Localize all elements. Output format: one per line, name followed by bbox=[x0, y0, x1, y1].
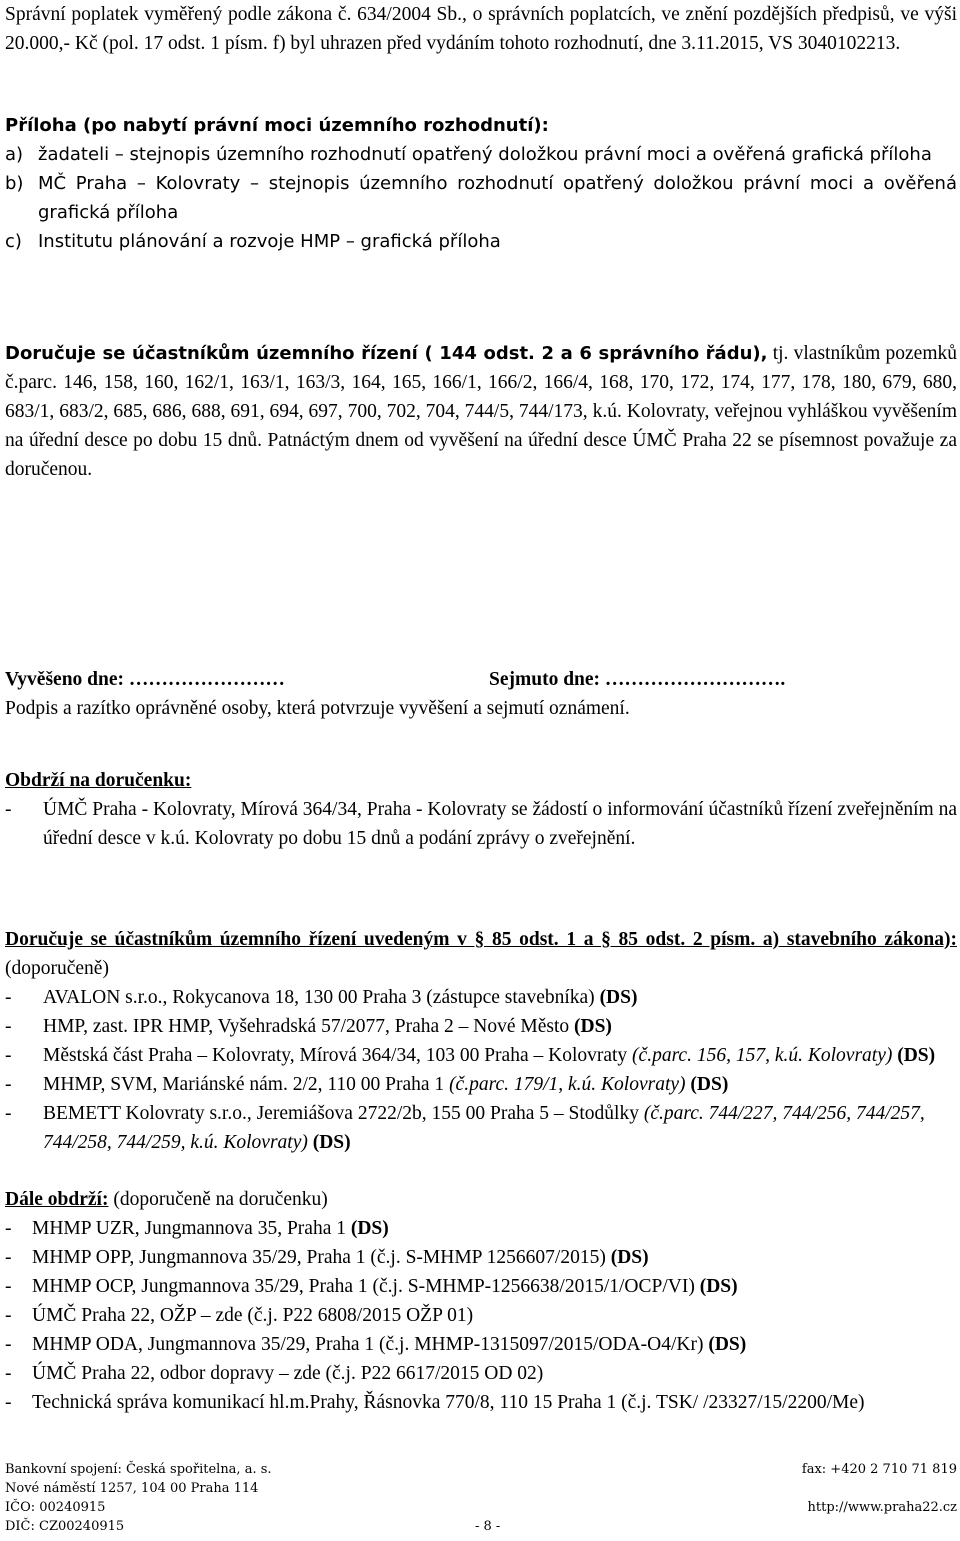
also-receive-heading-row bbox=[5, 1185, 957, 1214]
list-item: - ÚMČ Praha 22, OŽP – zde (č.j. P22 6808/2015 OŽP 01) bbox=[5, 1305, 474, 1326]
receipt-list bbox=[5, 795, 957, 853]
ds-tag: (DS) bbox=[312, 1132, 351, 1153]
also-receive-heading: Dále obdrží: bbox=[5, 1189, 109, 1210]
ds-tag: (DS) bbox=[699, 1276, 738, 1297]
ds-tag: (DS) bbox=[690, 1074, 729, 1095]
ds-tag: (DS) bbox=[350, 1218, 389, 1239]
posting-row bbox=[5, 665, 957, 694]
attachment-item-text: Institutu plánování a rozvoje HMP – grafická příloha bbox=[38, 231, 501, 252]
page-number: - 8 - bbox=[475, 1519, 501, 1534]
also-receive-heading-note: (doporučeně na doručenku) bbox=[108, 1189, 328, 1210]
list-item: - AVALON s.r.o., Rokycanova 18, 130 00 Praha 3 (zástupce stavebníka) (DS) bbox=[5, 987, 638, 1008]
list-item: - MHMP UZR, Jungmannova 35, Praha 1 (DS) bbox=[5, 1218, 389, 1239]
also-receive-section bbox=[5, 1185, 957, 1417]
parties-list bbox=[5, 983, 957, 1157]
parties-section bbox=[5, 925, 957, 1157]
receipt-item-text: ÚMČ Praha - Kolovraty, Mírová 364/34, Praha - Kolovraty se žádostí o informování účastníků řízení zveřejněním na úřední desce v k.ú. Kolovraty po dobu 15 dnů a podání zprávy o zveřejnění. bbox=[43, 799, 957, 849]
parties-heading-row bbox=[5, 925, 957, 983]
public-delivery-text: tj. vlastníkům pozemků č.parc. 146, 158, 160, 162/1, 163/1, 163/3, 164, 165, 166/1, 166/2, 166/4, 168, 170, 172, 174, 177, 178, 180, 679, 680, 683/1, 683/2, 685, 686, 688, 691, 694, 697, 700, 702, 704, 744/5, 744/173, k.ú. Kolovraty, veřejnou vyhláškou vyvěšením na úřední desce po dobu 15 dnů. Patnáctým dnem od vyvěšení na úřední desce ÚMČ Praha 22 se písemnost považuje za doručenou. bbox=[5, 343, 957, 480]
footer-bank: Bankovní spojení: Česká spořitelna, a. s. bbox=[5, 1462, 272, 1477]
footer-dic: DIČ: CZ00240915 bbox=[5, 1519, 125, 1534]
attachment-section bbox=[5, 111, 957, 256]
public-delivery-block bbox=[5, 339, 957, 484]
attachment-item-a bbox=[5, 140, 957, 169]
list-item: - Technická správa komunikací hl.m.Prahy, Řásnovka 770/8, 110 15 Praha 1 (č.j. TSK/ /23327/15/2200/Me) bbox=[5, 1392, 865, 1413]
parties-heading-note: (doporučeně) bbox=[5, 958, 109, 979]
list-item: - MHMP OPP, Jungmannova 35/29, Praha 1 (č.j. S-MHMP 1256607/2015) (DS) bbox=[5, 1247, 649, 1268]
list-item: - ÚMČ Praha - Kolovraty, Mírová 364/34, Praha - Kolovraty se žádostí o informování účastníků řízení zveřejněním na úřední desce v k.ú. Kolovraty po dobu 15 dnů a podání zprávy o zveřejnění. bbox=[5, 799, 957, 849]
list-item: - HMP, zast. IPR HMP, Vyšehradská 57/2077, Praha 2 – Nové Město (DS) bbox=[5, 1016, 612, 1037]
public-delivery-paragraph bbox=[5, 339, 957, 484]
attachment-item-marker: a) bbox=[5, 144, 24, 165]
footer-address: Nové náměstí 1257, 104 00 Praha 114 bbox=[5, 1481, 259, 1496]
removed-label: Sejmuto dne: ………………………. bbox=[489, 669, 786, 690]
footer-web-link[interactable]: http://www.praha22.cz bbox=[807, 1500, 957, 1515]
receipt-heading: Obdrží na doručenku: bbox=[5, 770, 192, 791]
list-item: - MHMP OCP, Jungmannova 35/29, Praha 1 (č.j. S-MHMP-1256638/2015/1/OCP/VI) (DS) bbox=[5, 1276, 738, 1297]
receipt-section bbox=[5, 766, 957, 853]
attachment-item-marker: c) bbox=[5, 231, 22, 252]
fee-paragraph: Správní poplatek vyměřený podle zákona č. 634/2004 Sb., o správních poplatcích, ve znění pozdějších předpisů, ve výši 20.000,- Kč (pol. 17 odst. 1 písm. f) byl uhrazen před vydáním tohoto rozhodnutí, dne 3.11.2015, VS 3040102213. bbox=[5, 4, 957, 54]
list-item: - MHMP, SVM, Mariánské nám. 2/2, 110 00 Praha 1 (č.parc. 179/1, k.ú. Kolovraty) (DS) bbox=[5, 1074, 729, 1095]
fee-paragraph-block bbox=[5, 0, 957, 58]
ds-tag: (DS) bbox=[599, 987, 638, 1008]
public-delivery-bold: Doručuje se účastníkům územního řízení ( 144 odst. 2 a 6 správního řádu), bbox=[5, 343, 768, 364]
list-item: - ÚMČ Praha 22, odbor dopravy – zde (č.j. P22 6617/2015 OD 02) bbox=[5, 1363, 544, 1384]
attachment-item-marker: b) bbox=[5, 173, 24, 194]
posted-label: Vyvěšeno dne: …………………… bbox=[5, 669, 285, 690]
attachment-item-text: MČ Praha – Kolovraty – stejnopis územního rozhodnutí opatřený doložkou právní moci a ověřená grafická příloha bbox=[38, 173, 957, 223]
posting-block bbox=[5, 665, 957, 723]
footer-fax: fax: +420 2 710 71 819 bbox=[801, 1462, 957, 1477]
parties-heading: Doručuje se účastníkům územního řízení uvedeným v § 85 odst. 1 a § 85 odst. 2 písm. a) stavebního zákona): bbox=[5, 929, 957, 950]
page-footer bbox=[5, 1460, 957, 1540]
footer-ico: IČO: 00240915 bbox=[5, 1500, 106, 1515]
attachment-item-c bbox=[5, 227, 957, 256]
attachment-item-text: žadateli – stejnopis územního rozhodnutí opatřený doložkou právní moci a ověřená grafická příloha bbox=[38, 144, 932, 165]
list-item: - BEMETT Kolovraty s.r.o., Jeremiášova 2722/2b, 155 00 Praha 5 – Stodůlky (č.parc. 744/227, 744/256, 744/257, 744/258, 744/259, k.ú. Kolovraty) (DS) bbox=[5, 1103, 925, 1153]
list-item: - MHMP ODA, Jungmannova 35/29, Praha 1 (č.j. MHMP-1315097/2015/ODA-O4/Kr) (DS) bbox=[5, 1334, 747, 1355]
also-receive-list bbox=[5, 1214, 957, 1417]
ds-tag: (DS) bbox=[574, 1016, 612, 1037]
list-item: - Městská část Praha – Kolovraty, Mírová 364/34, 103 00 Praha – Kolovraty (č.parc. 156, 157, k.ú. Kolovraty) (DS) bbox=[5, 1045, 936, 1066]
signature-note: Podpis a razítko oprávněné osoby, která potvrzuje vyvěšení a sejmutí oznámení. bbox=[5, 698, 630, 719]
ds-tag: (DS) bbox=[610, 1247, 649, 1268]
attachment-item-b bbox=[5, 169, 957, 227]
ds-tag: (DS) bbox=[897, 1045, 936, 1066]
attachment-heading: Příloha (po nabytí právní moci územního rozhodnutí): bbox=[5, 115, 549, 136]
ds-tag: (DS) bbox=[708, 1334, 747, 1355]
